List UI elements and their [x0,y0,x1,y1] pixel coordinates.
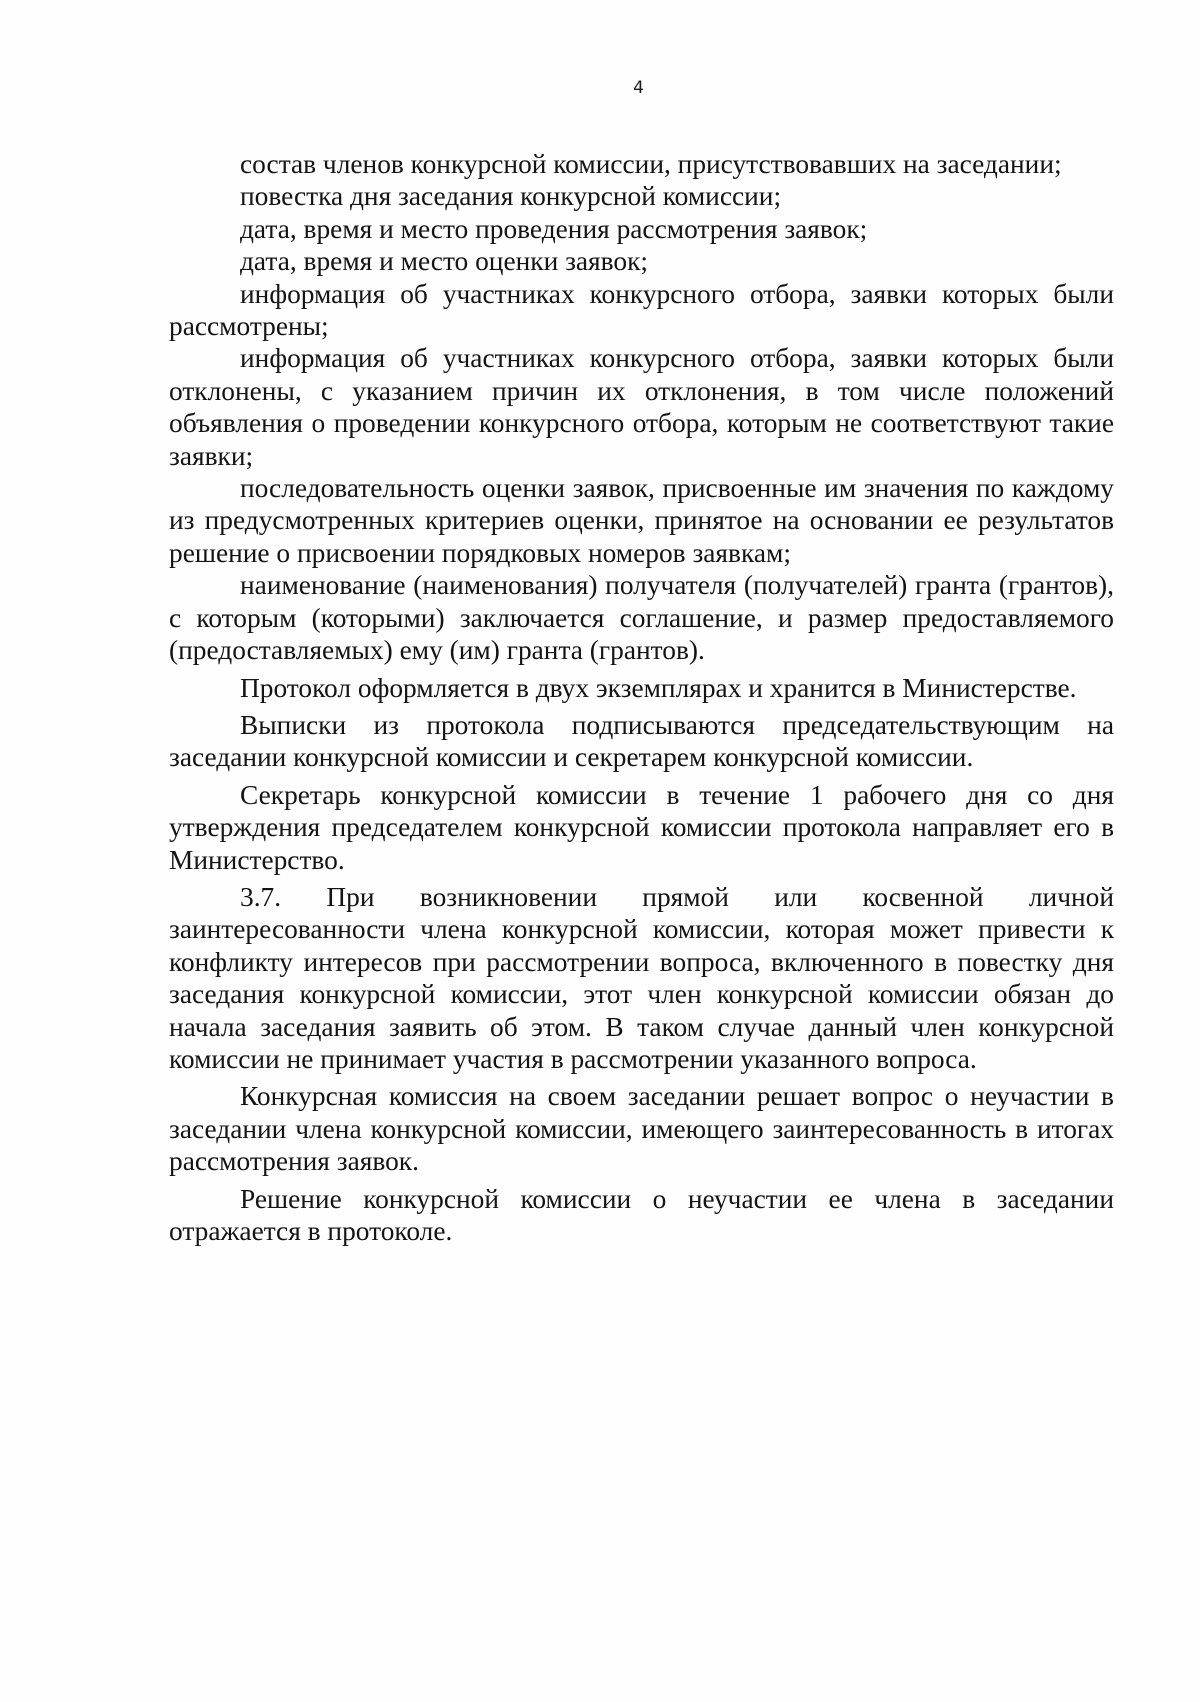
paragraph: Выписки из протокола подписываются председательствующим на заседании конкурсной комиссии и секретарем конкурсной комиссии. [169,709,1114,773]
paragraph: Решение конкурсной комиссии о неучастии ее члена в заседании отражается в протоколе. [169,1183,1114,1246]
paragraph: информация об участниках конкурсного отбора, заявки которых были отклонены, с указанием причин их отклонения, в том числе положений объявления о проведении конкурсного отбора, которым не соответствуют такие заявки; [169,343,1114,471]
paragraph: Протокол оформляется в двух экземплярах и хранится в Министерстве. [240,672,1077,703]
page-number: 4 [633,78,644,98]
paragraph: дата, время и место оценки заявок; [240,246,649,277]
paragraph: информация об участниках конкурсного отбора, заявки которых были рассмотрены; [169,278,1114,342]
paragraph: дата, время и место проведения рассмотрения заявок; [240,213,868,244]
paragraph: Секретарь конкурсной комиссии в течение 1 рабочего дня со дня утверждения председателем конкурсной комиссии протокола направляет его в Министерство. [169,779,1114,875]
paragraph: состав членов конкурсной комиссии, присутствовавших на заседании; [240,149,1062,179]
paragraph: 3.7. При возникновении прямой или косвенной личной заинтересованности члена конкурсной комиссии, которая может привести к конфликту интересов при рассмотрении вопроса, включенного в повестку дня заседания конкурсной комиссии, этот член конкурсной комиссии обязан до начала заседания заявить об этом. В таком случае данный член конкурсной комиссии не принимает участия в рассмотрении указанного вопроса. [169,881,1114,1074]
paragraph: Конкурсная комиссия на своем заседании решает вопрос о неучастии в заседании члена конкурсной комиссии, имеющего заинтересованность в итогах рассмотрения заявок. [169,1081,1114,1177]
paragraph: повестка дня заседания конкурсной комиссии; [240,181,782,212]
document-body [169,148,1114,1247]
paragraph: наименование (наименования) получателя (получателей) гранта (грантов), с которым (которыми) заключается соглашение, и размер предоставляемого (предоставляемых) ему (им) гранта (грантов). [169,570,1114,666]
paragraph: последовательность оценки заявок, присвоенные им значения по каждому из предусмотренных критериев оценки, принятое на основании ее результатов решение о присвоении порядковых номеров заявкам; [169,473,1114,568]
